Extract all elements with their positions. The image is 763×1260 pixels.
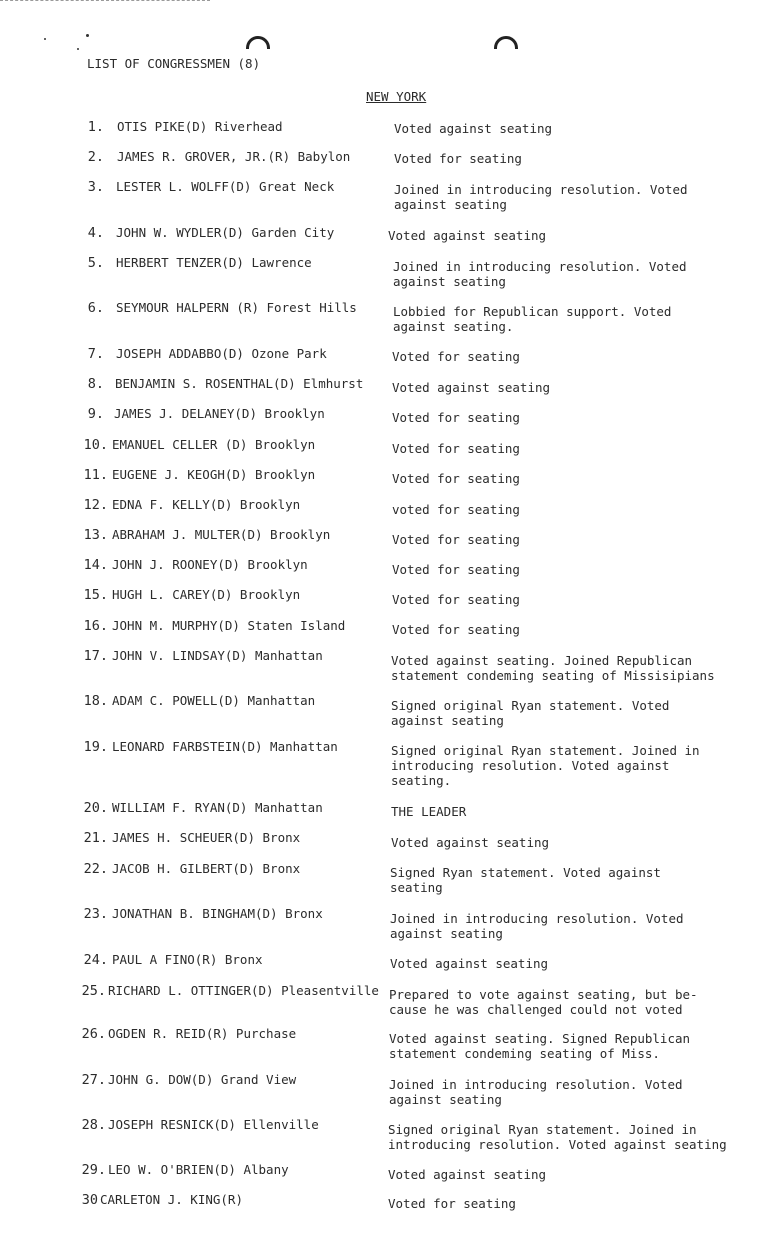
congressman-action: Voted against seating: [388, 1167, 547, 1182]
congressman-name: RICHARD L. OTTINGER(D) Pleasentville: [108, 983, 379, 998]
item-number: 21.: [83, 830, 108, 846]
item-number: 16.: [83, 618, 108, 634]
congressman-name: EMANUEL CELLER (D) Brooklyn: [112, 437, 316, 452]
congressman-name: JONATHAN B. BINGHAM(D) Bronx: [112, 906, 323, 921]
item-number: 6.: [87, 300, 104, 316]
congressman-action: Joined in introducing resolution. Voted against seating: [390, 911, 684, 941]
item-number: 25.: [81, 983, 106, 999]
ink-speck: [86, 34, 89, 37]
item-number: 17.: [83, 648, 108, 664]
congressman-name: JOSEPH RESNICK(D) Ellenville: [108, 1117, 319, 1132]
congressman-action: Voted against seating: [394, 121, 553, 136]
item-number: 1.: [87, 119, 104, 135]
item-number: 24.: [83, 952, 108, 968]
congressman-name: LEO W. O'BRIEN(D) Albany: [108, 1162, 289, 1177]
item-number: 10.: [83, 437, 108, 453]
congressman-name: ABRAHAM J. MULTER(D) Brooklyn: [112, 527, 331, 542]
congressman-action: Voted for seating: [394, 151, 522, 166]
congressman-name: JOHN J. ROONEY(D) Brooklyn: [112, 557, 308, 572]
item-number: 7.: [87, 346, 104, 362]
item-number: 2.: [87, 149, 104, 165]
item-number: 22.: [83, 861, 108, 877]
congressman-action: Voted against seating. Joined Republican statement condeming seating of Missisipians: [391, 653, 715, 683]
congressman-name: OGDEN R. REID(R) Purchase: [108, 1026, 297, 1041]
congressman-action: Voted for seating: [392, 562, 520, 577]
congressman-action: Voted for seating: [392, 349, 520, 364]
congressman-action: Joined in introducing resolution. Voted against seating: [393, 259, 687, 289]
list-title: LIST OF CONGRESSMEN (8): [87, 56, 261, 71]
congressman-name: ADAM C. POWELL(D) Manhattan: [112, 693, 316, 708]
congressman-action: Voted for seating: [392, 441, 520, 456]
congressman-action: THE LEADER: [391, 804, 467, 819]
item-number: 27.: [81, 1072, 106, 1088]
item-number: 4.: [87, 225, 104, 241]
congressman-name: JOHN W. WYDLER(D) Garden City: [116, 225, 335, 240]
congressman-action: Prepared to vote against seating, but be- cause he was challenged could not voted: [389, 987, 698, 1017]
item-number: 8.: [87, 376, 104, 392]
congressman-action: Voted against seating: [388, 228, 547, 243]
item-number: 5.: [87, 255, 104, 271]
item-number: 14.: [83, 557, 108, 573]
binder-hole-left-icon: [246, 36, 270, 49]
item-number: 26.: [81, 1026, 106, 1042]
congressman-name: JOHN V. LINDSAY(D) Manhattan: [112, 648, 323, 663]
top-dashed-border: [0, 0, 210, 1]
congressman-name: EDNA F. KELLY(D) Brooklyn: [112, 497, 301, 512]
congressman-name: JAMES H. SCHEUER(D) Bronx: [112, 830, 301, 845]
item-number: 19.: [83, 739, 108, 755]
item-number: 3.: [87, 179, 104, 195]
congressman-action: Signed original Ryan statement. Voted against seating: [391, 698, 670, 728]
congressman-name: WILLIAM F. RYAN(D) Manhattan: [112, 800, 323, 815]
congressman-action: Voted for seating: [392, 622, 520, 637]
congressman-action: voted for seating: [392, 502, 520, 517]
congressman-action: Voted against seating: [391, 835, 550, 850]
ink-speck: [77, 48, 79, 50]
item-number: 12.: [83, 497, 108, 513]
congressman-name: LESTER L. WOLFF(D) Great Neck: [116, 179, 335, 194]
congressman-name: JACOB H. GILBERT(D) Bronx: [112, 861, 301, 876]
item-number: 23.: [83, 906, 108, 922]
congressman-name: LEONARD FARBSTEIN(D) Manhattan: [112, 739, 338, 754]
congressman-name: JAMES J. DELANEY(D) Brooklyn: [114, 406, 325, 421]
state-heading: NEW YORK: [366, 89, 427, 104]
item-number: 9.: [87, 406, 104, 422]
congressman-action: Joined in introducing resolution. Voted against seating: [394, 182, 688, 212]
congressman-name: HERBERT TENZER(D) Lawrence: [116, 255, 312, 270]
congressman-action: Voted for seating: [392, 592, 520, 607]
item-number: 28.: [81, 1117, 106, 1133]
congressman-name: SEYMOUR HALPERN (R) Forest Hills: [116, 300, 357, 315]
congressman-action: Voted against seating: [390, 956, 549, 971]
item-number: 20.: [83, 800, 108, 816]
binder-hole-right-icon: [494, 36, 518, 49]
item-number: 11.: [83, 467, 108, 483]
congressman-action: Lobbied for Republican support. Voted against seating.: [393, 304, 672, 334]
congressman-name: PAUL A FINO(R) Bronx: [112, 952, 263, 967]
congressman-name: JOHN M. MURPHY(D) Staten Island: [112, 618, 346, 633]
item-number: 29.: [81, 1162, 106, 1178]
congressman-action: Voted for seating: [392, 471, 520, 486]
congressman-action: Voted against seating. Signed Republican statement condeming seating of Miss.: [389, 1031, 691, 1061]
congressman-name: HUGH L. CAREY(D) Brooklyn: [112, 587, 301, 602]
congressman-name: OTIS PIKE(D) Riverhead: [117, 119, 283, 134]
congressman-action: Signed original Ryan statement. Joined in introducing resolution. Voted against seating: [388, 1122, 727, 1152]
ink-speck: [44, 38, 46, 40]
congressman-action: Signed original Ryan statement. Joined in introducing resolution. Voted against seating.: [391, 743, 700, 788]
item-number: 30: [81, 1192, 98, 1208]
congressman-name: JAMES R. GROVER, JR.(R) Babylon: [117, 149, 351, 164]
congressman-name: EUGENE J. KEOGH(D) Brooklyn: [112, 467, 316, 482]
item-number: 13.: [83, 527, 108, 543]
congressman-action: Voted for seating: [392, 410, 520, 425]
congressman-name: JOHN G. DOW(D) Grand View: [108, 1072, 297, 1087]
item-number: 18.: [83, 693, 108, 709]
congressman-action: Voted for seating: [388, 1196, 516, 1211]
congressman-name: BENJAMIN S. ROSENTHAL(D) Elmhurst: [115, 376, 364, 391]
congressman-action: Voted against seating: [392, 380, 551, 395]
congressman-action: Voted for seating: [392, 532, 520, 547]
congressman-action: Joined in introducing resolution. Voted against seating: [389, 1077, 683, 1107]
item-number: 15.: [83, 587, 108, 603]
congressman-action: Signed Ryan statement. Voted against seating: [390, 865, 661, 895]
congressman-name: CARLETON J. KING(R): [100, 1192, 243, 1207]
congressman-name: JOSEPH ADDABBO(D) Ozone Park: [116, 346, 327, 361]
